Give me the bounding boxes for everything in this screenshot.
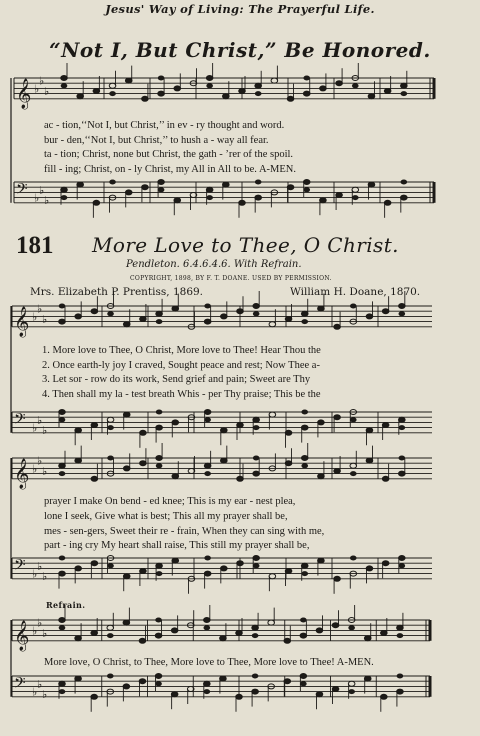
note-head [139,638,146,643]
flat-sign-icon: ♭ [37,677,43,691]
tune-meter: Pendleton. 6.4.6.4.6. With Refrain. [126,259,302,270]
note-head [59,625,66,630]
flat-sign-icon: ♭ [32,685,38,699]
note-head [348,681,355,686]
note-head [252,674,259,679]
note-head [155,681,162,686]
note-head [107,425,114,430]
previous-lyric-line-1: ac - tion,‘‘Not I, but Christ,’’ in ev - ry thought and word. [44,120,285,131]
note-head [220,636,227,641]
treble-clef-icon: 𝄞 [14,306,30,337]
note-head [253,425,260,430]
flat-sign-icon: ♭ [32,462,38,476]
note-head [206,76,213,81]
note-head [75,428,82,433]
note-head [223,182,230,187]
note-head [287,185,294,190]
note-head [381,631,388,636]
flat-sign-icon: ♭ [42,627,48,640]
note-head [109,91,116,96]
note-head [301,425,308,430]
note-head [221,458,228,463]
note-head [140,317,147,322]
note-head [300,618,307,623]
note-head [350,417,357,422]
note-head [287,96,294,101]
refrain-label: Refrain. [46,600,86,610]
author-credit: Mrs. Elizabeth P. Prentiss, 1869. [30,286,204,298]
note-head [336,193,343,198]
flat-sign-icon: ♭ [42,313,48,326]
note-head [318,420,325,425]
flat-sign-icon: ♭ [37,616,43,630]
note-head [382,561,389,566]
note-head [107,311,114,316]
verse-line-2: 2. Once earth-ly joy I craved, Sought peace and rest; Now Thee a- [42,360,320,371]
note-head [125,78,132,83]
note-head [399,311,406,316]
note-head [237,561,244,566]
note-head [59,410,66,415]
note-head [155,618,162,623]
note-head [350,556,357,561]
note-head [204,463,211,468]
flat-sign-icon: ♭ [37,454,43,468]
note-head [158,187,165,192]
note-head [252,633,259,638]
refrain-lyric-line: More love, O Christ, to Thee, More love to Thee, More love to Thee! A-MEN. [44,657,374,668]
note-head [350,463,357,468]
note-head [285,430,292,435]
note-head [139,679,146,684]
note-head [399,563,406,568]
note-head [253,456,260,461]
flat-sign-icon: ♭ [34,191,40,205]
note-head [172,558,179,563]
note-head [59,571,66,576]
note-head [300,674,307,679]
flat-sign-icon: ♭ [42,570,48,584]
note-head [142,185,149,190]
note-head [397,625,404,630]
note-head [348,689,355,694]
note-head [253,563,260,568]
note-head [107,633,114,638]
note-head [59,463,66,468]
flat-sign-icon: ♭ [32,567,38,581]
note-head [236,694,243,699]
flat-sign-icon: ♭ [32,421,38,435]
note-head [381,694,388,699]
note-head [252,689,259,694]
note-head [174,86,181,91]
treble-clef-icon: 𝄞 [16,78,32,109]
note-head [350,471,357,476]
flat-sign-icon: ♭ [44,85,50,98]
note-head [206,83,213,88]
note-head [174,198,181,203]
note-head [206,187,213,192]
treble-clef-icon: 𝄞 [14,620,30,651]
note-head [75,314,82,319]
note-head [107,625,114,630]
note-head [352,83,359,88]
note-head [156,311,163,316]
note-head [271,78,278,83]
flat-sign-icon: ♭ [44,194,50,208]
note-head [300,633,307,638]
note-head [59,304,66,309]
note-head [269,412,276,417]
note-head [284,679,291,684]
note-head [206,195,213,200]
note-head [91,476,98,481]
bass-clef-icon: 𝄢 [14,410,26,432]
note-head [348,625,355,630]
note-head [320,86,327,91]
note-head [401,83,408,88]
note-head [91,309,98,314]
note-head [221,428,228,433]
note-head [140,430,147,435]
verse-cont-line-2: lone I seek, Give what is best; This all my prayer shall be, [44,511,288,522]
note-head [382,309,389,314]
note-head [204,319,211,324]
flat-sign-icon: ♭ [37,559,43,573]
note-head [123,684,130,689]
note-head [171,628,178,633]
note-head [236,631,243,636]
note-head [93,89,100,94]
flat-sign-icon: ♭ [32,310,38,324]
note-head [255,180,262,185]
note-head [399,417,406,422]
note-head [59,689,66,694]
note-head [352,187,359,192]
note-head [285,317,292,322]
note-head [61,83,68,88]
note-head [268,620,275,625]
note-head [237,476,244,481]
note-head [59,471,66,476]
note-head [399,556,406,561]
note-head [237,423,244,428]
previous-lyric-line-2: bur - den,‘‘Not I, but Christ,’’ to hush a - way all fear. [44,135,269,146]
note-head [237,309,244,314]
note-head [156,425,163,430]
note-head [158,91,165,96]
hymn-title: More Love to Thee, O Christ. [92,233,399,257]
note-head [316,692,323,697]
note-head [301,563,308,568]
note-head [107,674,114,679]
note-head [399,456,406,461]
verse-line-4: 4. Then shall my la - test breath Whis - per Thy praise; This be the [42,389,321,400]
note-head [303,76,310,81]
flat-sign-icon: ♭ [32,624,38,638]
note-head [320,198,327,203]
note-head [155,674,162,679]
note-head [303,187,310,192]
note-head [91,631,98,636]
note-head [366,458,373,463]
note-head [368,182,375,187]
note-head [252,625,259,630]
note-head [399,304,406,309]
note-head [336,81,343,86]
bass-clef-icon: 𝄢 [14,556,26,578]
note-head [91,694,98,699]
note-head [253,471,260,476]
note-head [303,91,310,96]
note-head [269,574,276,579]
note-head [285,569,292,574]
note-head [318,306,325,311]
note-head [332,687,339,692]
note-head [401,195,408,200]
note-head [156,319,163,324]
note-head [401,91,408,96]
note-head [204,689,211,694]
note-head [59,681,66,686]
note-head [123,412,130,417]
flat-sign-icon: ♭ [42,688,48,702]
note-head [397,633,404,638]
note-head [140,461,147,466]
note-head [155,633,162,638]
note-head [75,636,82,641]
note-head [204,556,211,561]
note-head [77,182,84,187]
note-head [334,469,341,474]
note-head [366,314,373,319]
note-head [107,563,114,568]
note-head [239,89,246,94]
note-head [316,628,323,633]
composer-credit: William H. Doane, 1870. [290,286,421,298]
note-head [109,83,116,88]
note-head [171,692,178,697]
note-head [301,319,308,324]
note-head [109,180,116,185]
note-head [399,471,406,476]
note-head [172,420,179,425]
note-head [382,423,389,428]
note-head [253,556,260,561]
note-head [158,180,165,185]
note-head [352,195,359,200]
note-head [123,574,130,579]
flat-sign-icon: ♭ [39,183,45,197]
note-head [300,681,307,686]
note-head [334,324,341,329]
note-head [253,304,260,309]
note-head [350,304,357,309]
note-head [204,417,211,422]
note-head [204,410,211,415]
note-head [318,474,325,479]
note-head [61,195,68,200]
treble-clef-icon: 𝄞 [14,458,30,489]
note-head [284,638,291,643]
note-head [255,195,262,200]
note-head [220,676,227,681]
flat-sign-icon: ♭ [39,74,45,88]
note-head [399,425,406,430]
note-head [75,676,82,681]
note-head [156,410,163,415]
verse-line-1: 1. More love to Thee, O Christ, More love to Thee! Hear Thou the [42,345,321,356]
note-head [239,200,246,205]
note-head [253,417,260,422]
hymn-number: 181 [16,232,54,259]
note-head [123,620,130,625]
note-head [269,322,276,327]
note-head [107,456,114,461]
note-head [91,423,98,428]
note-head [364,636,371,641]
flat-sign-icon: ♭ [37,413,43,427]
note-head [125,190,132,195]
note-head [156,563,163,568]
verse-cont-line-1: prayer I make On bend - ed knee; This is my ear - nest plea, [44,496,296,507]
previous-hymn-title: “Not I, But Christ,” Be Honored. [49,38,431,62]
note-head [366,566,373,571]
flat-sign-icon: ♭ [37,302,43,316]
previous-lyric-line-3: ta - tion; Christ, none but Christ, the gath - ’rer of the spoil. [44,149,294,160]
note-head [156,456,163,461]
note-head [253,311,260,316]
note-head [285,461,292,466]
note-head [59,417,66,422]
note-head [142,96,149,101]
note-head [204,618,211,623]
note-head [59,618,66,623]
note-head [318,558,325,563]
note-head [255,91,262,96]
note-head [364,676,371,681]
note-head [61,76,68,81]
note-head [223,94,230,99]
running-head: Jesus' Way of Living: The Prayerful Life. [105,2,375,16]
note-head [301,571,308,576]
note-head [59,319,66,324]
note-head [332,623,339,628]
copyright-notice: COPYRIGHT, 1898, BY F. T. DOANE. USED BY PERMISSION. [130,275,332,282]
note-head [334,415,341,420]
flat-sign-icon: ♭ [42,465,48,478]
note-head [366,428,373,433]
note-head [156,463,163,468]
previous-lyric-line-4: fill - ing; Christ, on - ly Christ, my All in All to be. A-MEN. [44,164,297,175]
flat-sign-icon: ♭ [42,424,48,438]
note-head [172,306,179,311]
note-head [301,311,308,316]
note-head [158,76,165,81]
note-head [204,571,211,576]
note-head [303,180,310,185]
note-head [204,304,211,309]
note-head [301,463,308,468]
note-head [301,456,308,461]
note-head [93,200,100,205]
note-head [368,94,375,99]
note-head [61,187,68,192]
note-head [301,410,308,415]
note-head [334,576,341,581]
note-head [255,83,262,88]
note-head [140,569,147,574]
note-head [75,566,82,571]
flat-sign-icon: ♭ [34,82,40,96]
note-head [384,89,391,94]
note-head [397,689,404,694]
note-head [401,180,408,185]
note-head [91,561,98,566]
bass-clef-icon: 𝄢 [16,180,28,202]
note-head [123,466,130,471]
note-head [221,566,228,571]
note-head [397,674,404,679]
note-head [107,417,114,422]
note-head [384,200,391,205]
note-head [75,458,82,463]
note-head [123,322,130,327]
note-head [204,471,211,476]
note-head [204,681,211,686]
verse-cont-line-4: part - ing cry My heart shall raise, This still my prayer shall be, [44,540,310,551]
verse-cont-line-3: mes - sen-gers, Sweet their re - frain, When they can sing with me, [44,526,325,537]
verse-line-3: 3. Let sor - row do its work, Send grief and pain; Sweet are Thy [42,374,311,385]
note-head [156,571,163,576]
note-head [221,314,228,319]
note-head [77,94,84,99]
bass-clef-icon: 𝄢 [14,674,26,696]
note-head [172,474,179,479]
note-head [204,625,211,630]
note-head [59,556,66,561]
note-head [382,476,389,481]
